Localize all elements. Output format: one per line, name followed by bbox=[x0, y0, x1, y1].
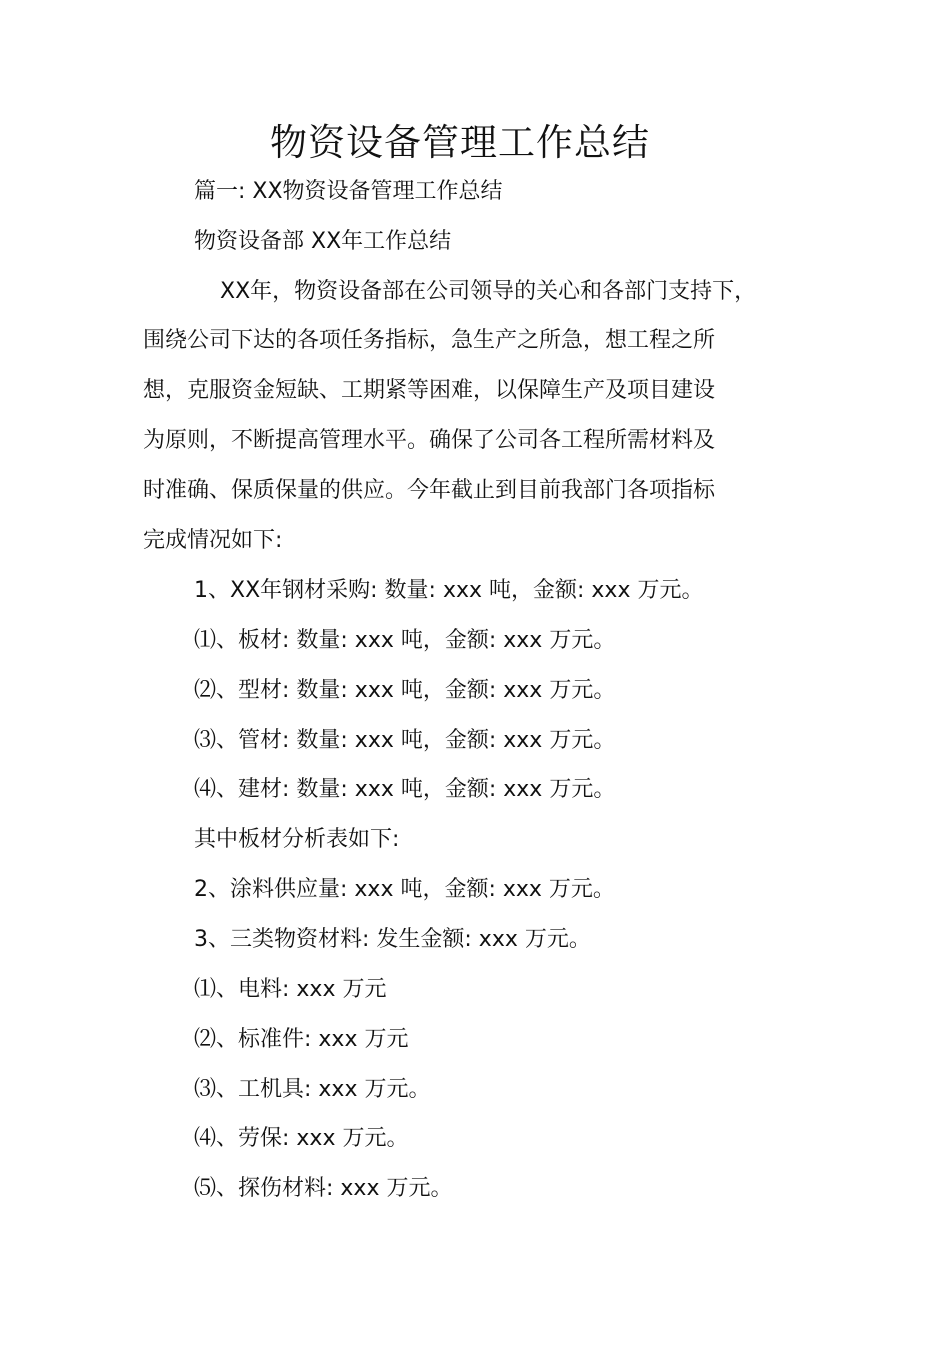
list-item: ⑸、探伤材料: xxx 万元。 bbox=[194, 1176, 453, 1201]
department-heading: 物资设备部 XX年工作总结 bbox=[194, 229, 452, 254]
list-item: ⑷、建材: 数量: xxx 吨，金额: xxx 万元。 bbox=[194, 777, 616, 802]
list-item: ⑵、标准件: xxx 万元 bbox=[194, 1027, 409, 1052]
list-item: 1、XX年钢材采购: 数量: xxx 吨，金额: xxx 万元。 bbox=[194, 578, 704, 603]
list-item: ⑴、电料: xxx 万元 bbox=[194, 977, 387, 1002]
intro-line: 想，克服资金短缺、工期紧等困难，以保障生产及项目建设 bbox=[143, 378, 716, 403]
list-item: 3、三类物资材料: 发生金额: xxx 万元。 bbox=[194, 927, 591, 952]
subtitle: 篇一: XX物资设备管理工作总结 bbox=[194, 179, 503, 204]
intro-line: 为原则，不断提高管理水平。确保了公司各工程所需材料及 bbox=[143, 428, 716, 453]
document-title: 物资设备管理工作总结 bbox=[270, 121, 650, 164]
intro-line: 完成情况如下: bbox=[143, 528, 283, 553]
list-item: ⑴、板材: 数量: xxx 吨，金额: xxx 万元。 bbox=[194, 628, 616, 653]
intro-line: XX年，物资设备部在公司领导的关心和各部门支持下， bbox=[220, 279, 757, 304]
intro-line: 时准确、保质保量的供应。今年截止到目前我部门各项指标 bbox=[143, 478, 716, 503]
list-item: 其中板材分析表如下: bbox=[194, 827, 400, 852]
list-item: ⑶、工机具: xxx 万元。 bbox=[194, 1077, 431, 1102]
intro-line: 围绕公司下达的各项任务指标，急生产之所急，想工程之所 bbox=[143, 328, 716, 353]
list-item: ⑶、管材: 数量: xxx 吨，金额: xxx 万元。 bbox=[194, 728, 616, 753]
list-item: 2、涂料供应量: xxx 吨，金额: xxx 万元。 bbox=[194, 877, 615, 902]
list-item: ⑷、劳保: xxx 万元。 bbox=[194, 1126, 409, 1151]
list-item: ⑵、型材: 数量: xxx 吨，金额: xxx 万元。 bbox=[194, 678, 616, 703]
